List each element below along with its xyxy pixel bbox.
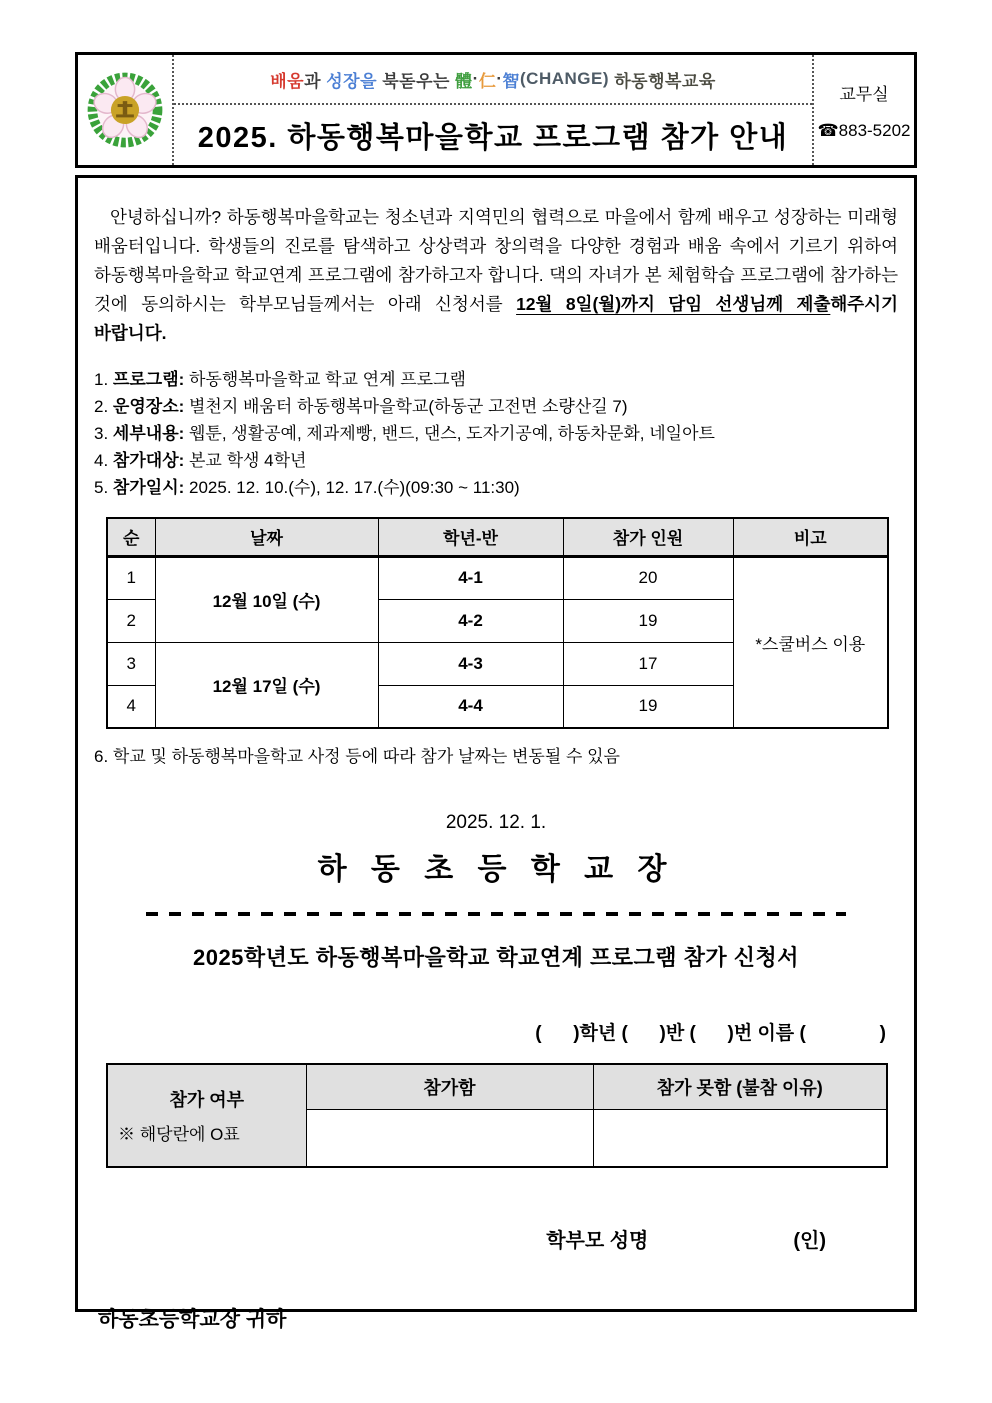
slogan-segment: 북돋우는 [382, 71, 456, 91]
principal-signature: 하 동 초 등 학 교 장 [317, 853, 675, 886]
slogan-segment: 體 [455, 71, 473, 91]
slogan-segment: 仁 [478, 71, 497, 91]
cell-no: 1 [107, 556, 155, 599]
cut-line-divider [146, 912, 846, 916]
item-text: 별천지 배움터 하동행복마을학교(하동군 고전면 소량산길 7) [184, 397, 628, 416]
school-logo-cell [78, 55, 174, 165]
slogan-segment: 하동행복교육 [614, 71, 716, 91]
schedule-table [106, 517, 889, 729]
header [75, 52, 917, 168]
slogan-segment: (CHANGE) [520, 69, 615, 88]
seal-label: (인) [793, 1230, 826, 1252]
absent-blank-cell[interactable] [593, 1109, 887, 1167]
item-label: 세부내용: [112, 424, 185, 443]
col-header-class: 학년-반 [378, 518, 563, 556]
cell-class: 4-1 [378, 556, 563, 599]
item-label: 운영장소: [112, 397, 185, 416]
cell-count: 20 [563, 556, 733, 599]
recipient-line: 하동초등학교장 귀하 [98, 1308, 287, 1331]
parent-name-label: 학부모 성명 [546, 1230, 649, 1252]
cell-class: 4-3 [378, 642, 563, 685]
program-details-list [94, 366, 898, 501]
cell-class: 4-2 [378, 599, 563, 642]
school-slogan [174, 55, 812, 105]
attend-header: 참가함 [306, 1064, 593, 1109]
reply-table [106, 1063, 888, 1168]
notice-body [75, 175, 917, 1331]
attend-blank-cell[interactable] [306, 1109, 593, 1167]
item-label: 참가대상: [112, 451, 185, 470]
office-phone: ☎883-5202 [817, 120, 911, 140]
list-item [94, 420, 898, 447]
item-number: 5. [94, 478, 109, 497]
item-text: 2025. 12. 10.(수), 12. 17.(수)(09:30 ~ 11:30) [184, 478, 520, 497]
col-header-count: 참가 인원 [563, 518, 733, 556]
header-center [174, 55, 814, 165]
parent-signature-row [78, 1224, 914, 1253]
item-number: 1. [94, 370, 109, 389]
item-text: 하동행복마을학교 학교 연계 프로그램 [184, 370, 466, 389]
intro-tail: 해주시기 바랍니다. [94, 294, 898, 343]
col-header-note: 비고 [733, 518, 888, 556]
item-text: 웹툰, 생활공예, 제과제빵, 밴드, 댄스, 도자기공예, 하동차문화, 네일아트 [184, 424, 715, 443]
cell-date-group2: 12월 17일 (수) [155, 642, 378, 728]
slogan-segment: 智 [502, 71, 520, 91]
item-label: 프로그램: [112, 370, 185, 389]
reply-header-row [107, 1064, 887, 1109]
application-form-title: 2025학년도 하동행복마을학교 학교연계 프로그램 참가 신청서 [192, 945, 800, 970]
office-label: 교무실 [839, 84, 889, 104]
intro-text: 안녕하십니까? 하동행복마을학교는 청소년과 지역민의 협력으로 마을에서 함께 배우고 성장하는 미래형 배움터입니다. 학생들의 진로를 탐색하고 상상력과 창의력을 다양한 경험과 배움 속에서 기르기 위하여 하동행복마을학교 학교연계 프로그램에 참가하고자 합니다. 댁의 자녀가 본 체험학습 프로그램에 참가하는 것에 동의하시는 학부모님들께서는 아래 신청서를 [94, 207, 898, 314]
deadline-text: 12월 8일(월)까지 담임 선생님께 제출 [516, 294, 831, 314]
slogan-segment: · [496, 69, 503, 88]
cell-count: 17 [563, 642, 733, 685]
closing-date: 2025. 12. 1. [445, 812, 547, 833]
reply-side-title: 참가 여부 [169, 1090, 245, 1110]
table-header-row [107, 518, 888, 556]
page-title: 2025. 하동행복마을학교 프로그램 참가 안내 [197, 121, 789, 154]
cell-no: 2 [107, 599, 155, 642]
col-header-no: 순 [107, 518, 155, 556]
item-text: 본교 학생 4학년 [184, 451, 307, 470]
cell-note: *스쿨버스 이용 [733, 556, 888, 728]
reply-side-cell [107, 1064, 306, 1167]
list-item [94, 366, 898, 393]
cell-count: 19 [563, 599, 733, 642]
cell-date-group1: 12월 10일 (수) [155, 556, 378, 642]
list-item [94, 447, 898, 474]
slogan-segment: 과 [304, 71, 327, 91]
absent-header: 참가 못함 (불참 이유) [593, 1064, 887, 1109]
col-header-date: 날짜 [155, 518, 378, 556]
cell-no: 4 [107, 685, 155, 728]
list-item-6: 6. 학교 및 하동행복마을학교 사정 등에 따라 참가 날짜는 변동될 수 있음 [94, 747, 620, 766]
slogan-segment: 성장을 [326, 71, 383, 91]
list-item [94, 474, 898, 501]
list-item [94, 393, 898, 420]
cell-class: 4-4 [378, 685, 563, 728]
student-info-fill-line: ( )학년 ( )반 ( )번 이름 ( ) [535, 1023, 886, 1044]
cell-count: 19 [563, 685, 733, 728]
school-emblem-icon [88, 73, 162, 147]
header-contact [814, 55, 914, 165]
reply-side-instruction: ※ 해당란에 O표 [118, 1125, 240, 1144]
slogan-segment: · [472, 69, 479, 88]
intro-paragraph [94, 203, 898, 348]
item-number: 4. [94, 451, 109, 470]
item-label: 참가일시: [112, 478, 185, 497]
cell-no: 3 [107, 642, 155, 685]
item-number: 2. [94, 397, 109, 416]
table-row [107, 556, 888, 599]
item-number: 3. [94, 424, 109, 443]
slogan-segment: 배움 [270, 71, 305, 91]
